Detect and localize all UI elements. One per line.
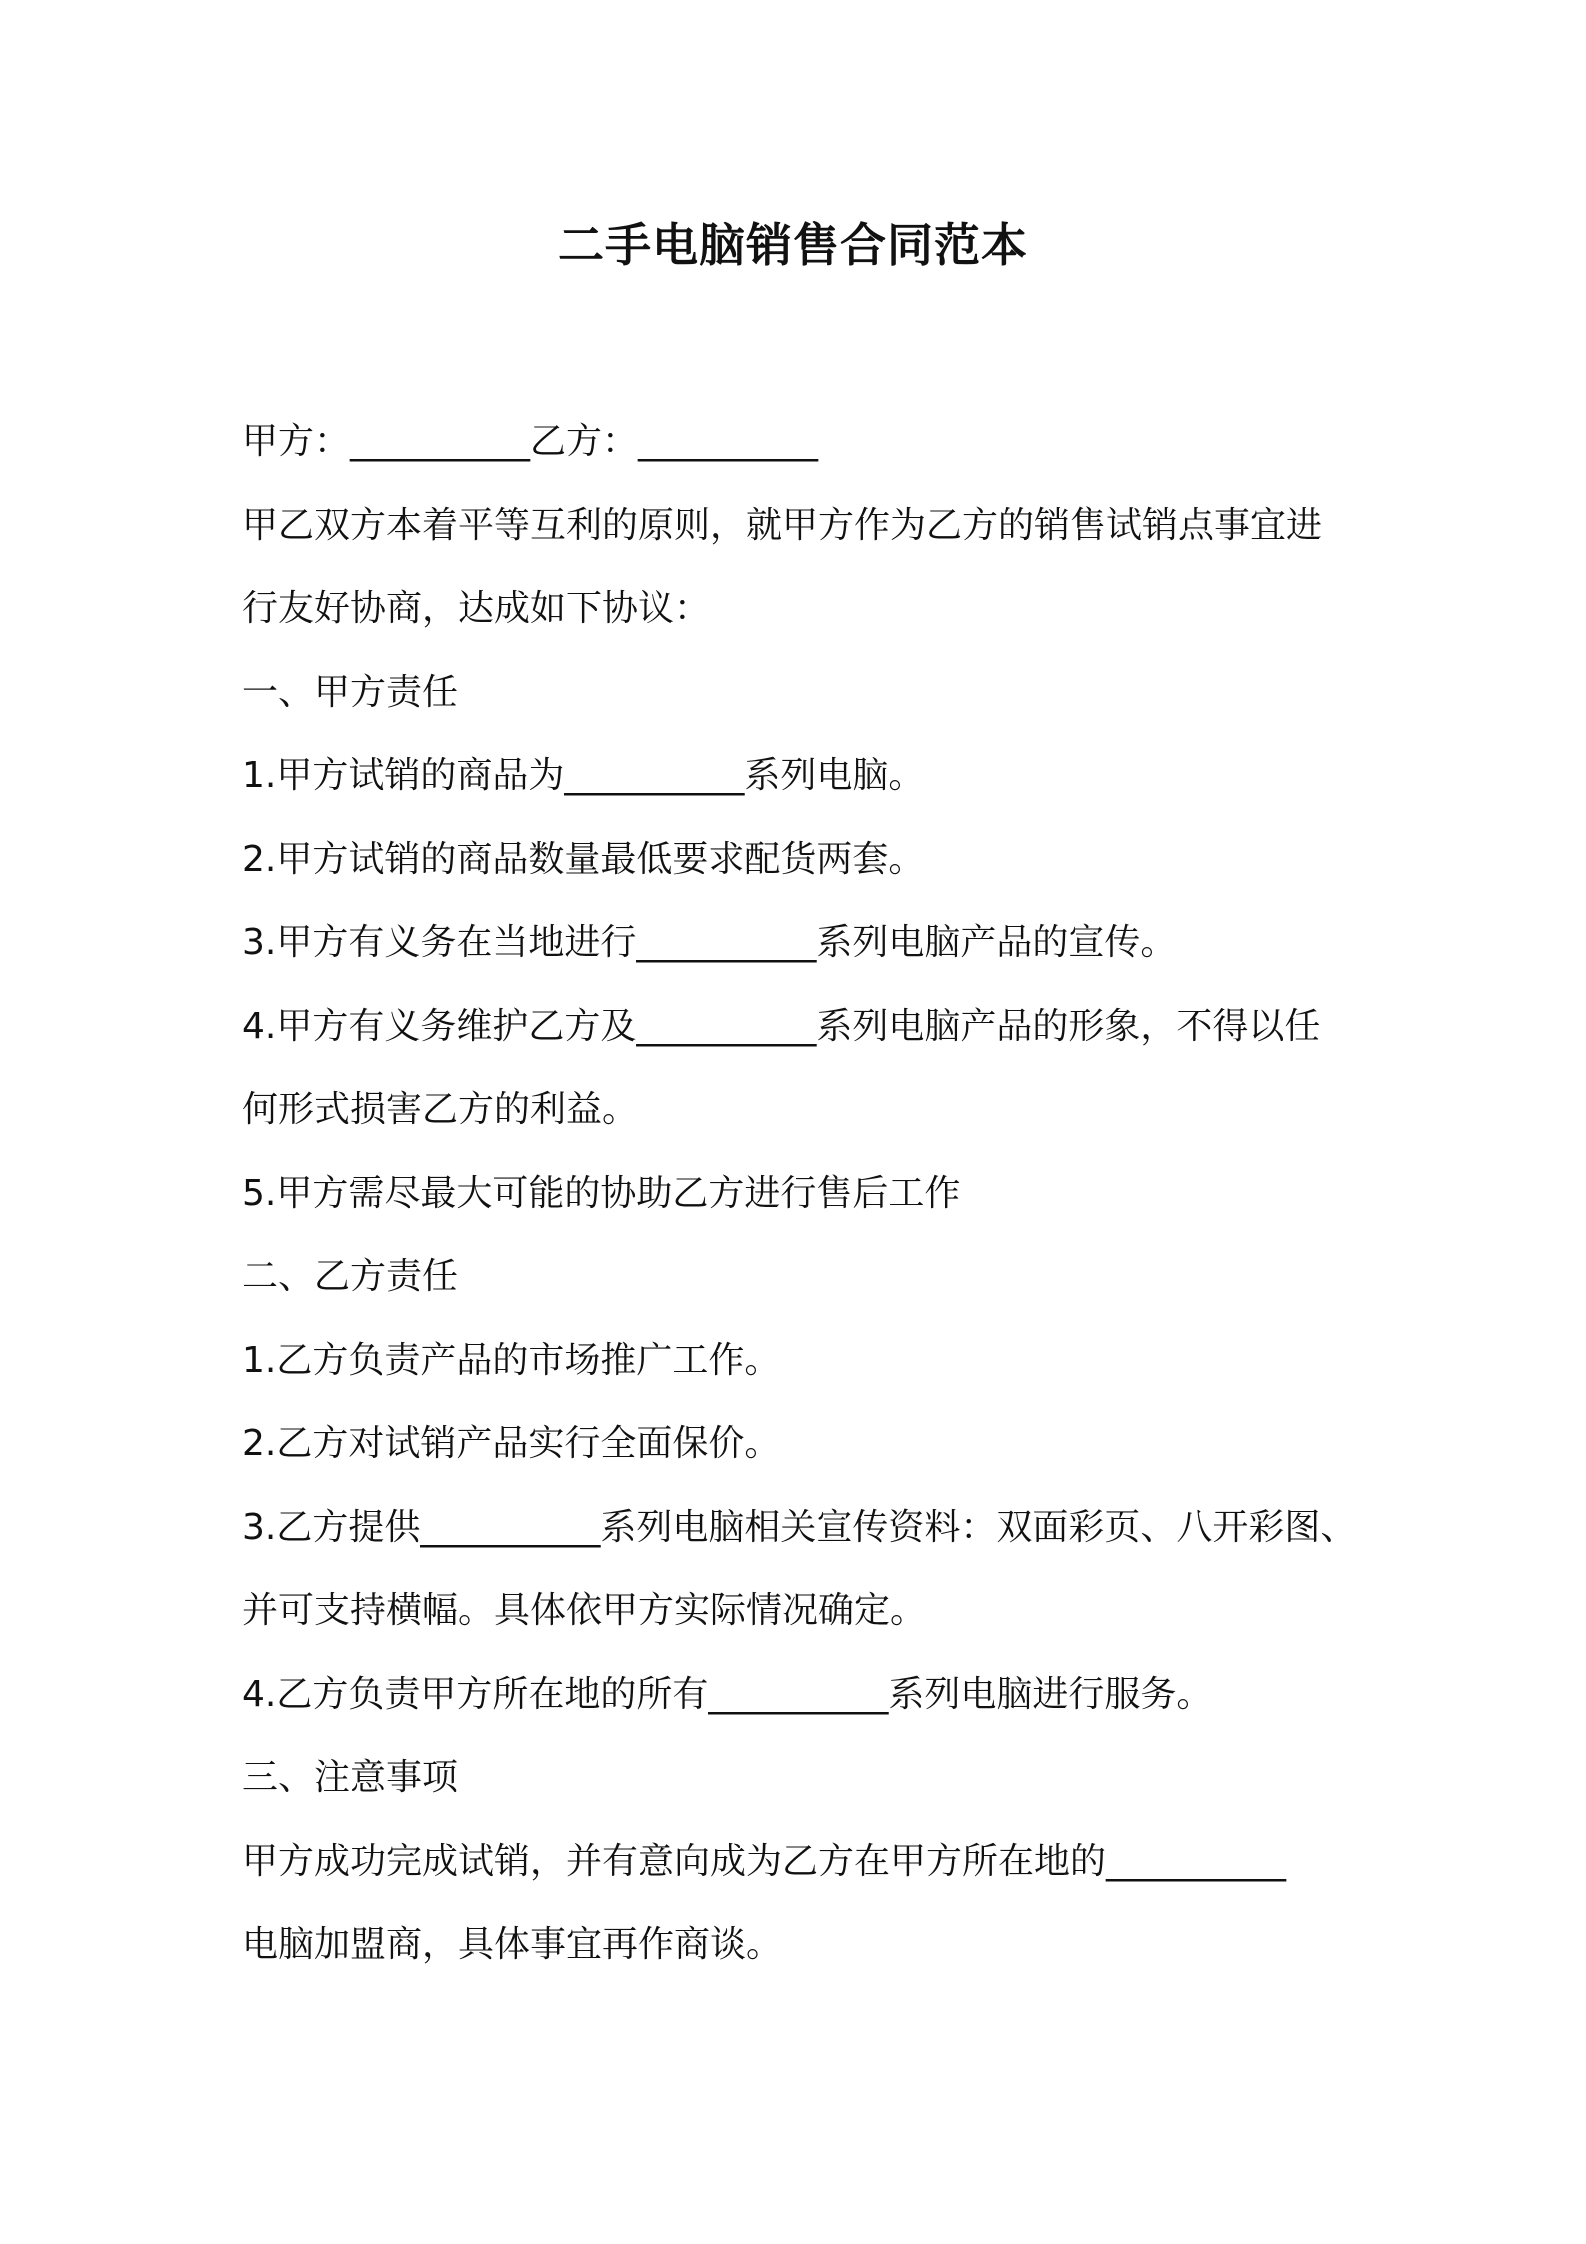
notes-line-2: 电脑加盟商，具体事宜再作商谈。 [242,1924,783,1965]
section-heading-party-b: 二、乙方责任 [242,1256,459,1297]
party-b-clause-3-cont: 并可支持横幅。具体依甲方实际情况确定。 [242,1590,927,1631]
intro-line-2: 行友好协商，达成如下协议： [242,588,711,629]
party-a-clause-1: 1.甲方试销的商品为__________系列电脑。 [242,755,925,796]
party-a-clause-3: 3.甲方有义务在当地进行__________系列电脑产品的宣传。 [242,922,1177,963]
party-b-clause-4: 4.乙方负责甲方所在地的所有__________系列电脑进行服务。 [242,1673,1213,1715]
party-a-clause-5: 5.甲方需尽最大可能的协助乙方进行售后工作 [242,1172,961,1214]
document-title: 二手电脑销售合同范本 [558,218,1028,272]
intro-line-1: 甲乙双方本着平等互利的原则，就甲方作为乙方的销售试销点事宜进 [242,504,1323,546]
party-b-clause-1: 1.乙方负责产品的市场推广工作。 [242,1339,781,1381]
document-body [242,400,1362,1987]
section-heading-party-a: 一、甲方责任 [242,671,459,713]
party-a-clause-4: 4.甲方有义务维护乙方及__________系列电脑产品的形象，不得以任 [242,1005,1321,1047]
parties-line: 甲方：__________乙方：__________ [242,421,819,462]
notes-line-1: 甲方成功完成试销，并有意向成为乙方在甲方所在地的__________ [242,1840,1287,1882]
party-a-clause-4-cont: 何形式损害乙方的利益。 [242,1089,639,1130]
section-heading-notes: 三、注意事项 [242,1757,459,1798]
party-b-clause-3: 3.乙方提供__________系列电脑相关宣传资料：双面彩页、八开彩图、 [242,1506,1357,1548]
party-a-clause-2: 2.甲方试销的商品数量最低要求配货两套。 [242,838,925,880]
party-b-clause-2: 2.乙方对试销产品实行全面保价。 [242,1423,781,1464]
